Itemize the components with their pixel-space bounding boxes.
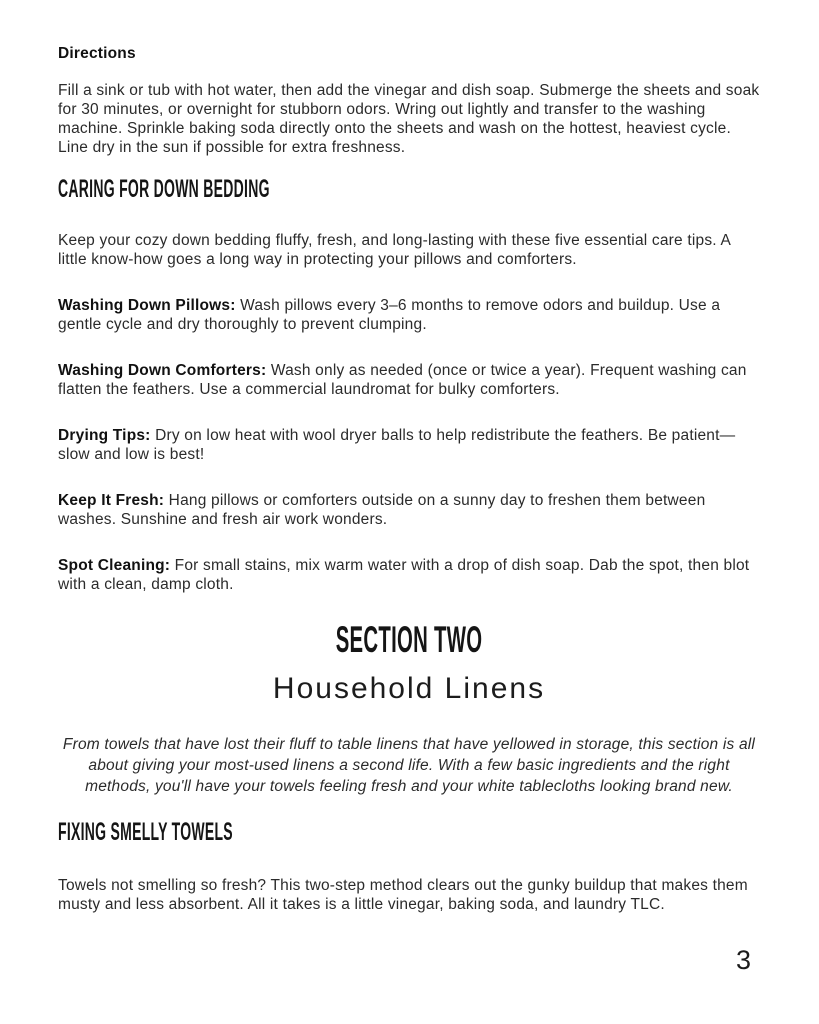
section-two-title: Household Linens — [272, 672, 546, 705]
tip-washing-down-comforters — [58, 361, 760, 399]
tip-lead: Spot Cleaning: — [58, 557, 171, 574]
tip-text: Hang pillows or comforters outside on a sunny day to freshen them between washes. Sunshine and fresh air work wonders. — [58, 492, 706, 528]
tip-text: For small stains, mix warm water with a drop of dish soap. Dab the spot, then blot with a clean, damp cloth. — [58, 557, 750, 593]
directions-heading: Directions — [58, 45, 136, 62]
section-two-intro-paragraph: From towels that have lost their fluff to table linens that have yellowed in storage, this section is all about giving your most-used linens a second life. With a few basic ingredients and the right methods, you'll have your towels feeling fresh and your white tablecloths looking brand new. — [62, 736, 756, 795]
caring-for-down-bedding-heading: CARING FOR DOWN BEDDING — [58, 175, 270, 203]
page-number: 3 — [736, 945, 753, 975]
fixing-intro-paragraph: Towels not smelling so fresh? This two-step method clears out the gunky buildup that makes them musty and less absorbent. All it takes is a little vinegar, baking soda, and laundry TLC. — [58, 877, 748, 913]
tip-text: Wash only as needed (once or twice a year). Frequent washing can flatten the feathers. Use a commercial laundromat for bulky comforters. — [58, 362, 747, 398]
tip-drying-tips — [58, 426, 760, 464]
tip-lead: Washing Down Comforters: — [58, 362, 267, 379]
tip-lead: Drying Tips: — [58, 427, 151, 444]
tip-keep-it-fresh — [58, 491, 760, 529]
caring-intro-paragraph: Keep your cozy down bedding fluffy, fresh, and long-lasting with these five essential care tips. A little know-how goes a long way in protecting your pillows and comforters. — [58, 232, 731, 268]
tip-lead: Washing Down Pillows: — [58, 297, 236, 314]
tip-washing-down-pillows — [58, 296, 760, 334]
tip-text: Dry on low heat with wool dryer balls to help redistribute the feathers. Be patient—slow and low is best! — [58, 427, 736, 463]
tip-lead: Keep It Fresh: — [58, 492, 165, 509]
section-two-kicker: SECTION TWO — [335, 619, 483, 660]
fixing-smelly-towels-heading: FIXING SMELLY TOWELS — [58, 818, 233, 846]
directions-paragraph: Fill a sink or tub with hot water, then add the vinegar and dish soap. Submerge the sheets and soak for 30 minutes, or overnight for stubborn odors. Wring out lightly and transfer to the washing machine. Sprinkle baking soda directly onto the sheets and wash on the hottest, heaviest cycle. Line dry in the sun if possible for extra freshness. — [58, 82, 760, 156]
tip-spot-cleaning — [58, 556, 760, 594]
tip-text: Wash pillows every 3–6 months to remove odors and buildup. Use a gentle cycle and dry thoroughly to prevent clumping. — [58, 297, 721, 333]
